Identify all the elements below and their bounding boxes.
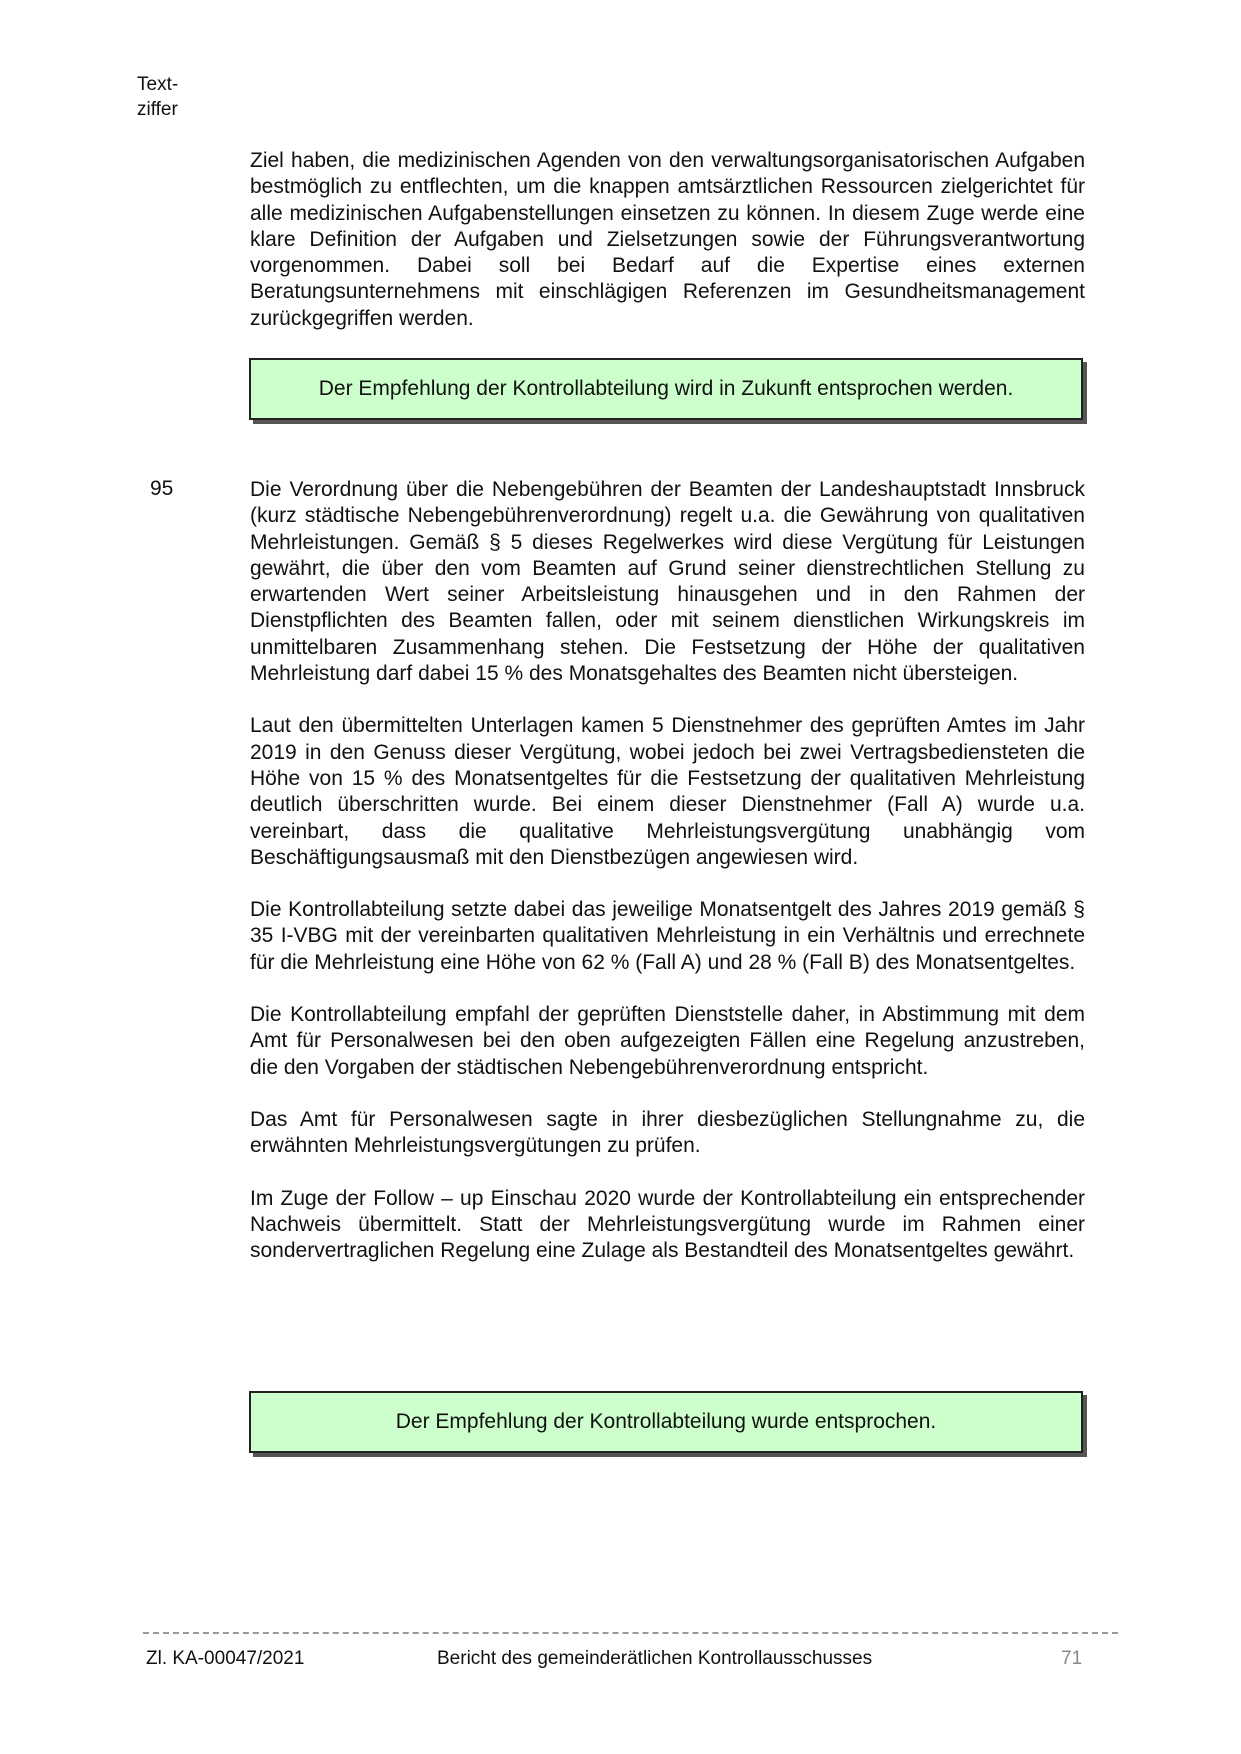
section-95-paragraph-4: Die Kontrollabteilung empfahl der geprüften Dienststelle daher, in Abstimmung mit dem Amt für Personalwesen bei den oben aufgezeigten Fällen eine Regelung anzustreben, die den Vorgaben der städtischen Nebengebührenverordnung entspricht. [250, 1003, 1085, 1079]
recommendation-text-95: Der Empfehlung der Kontrollabteilung wurde entsprochen. [395, 1410, 937, 1433]
footer-divider [143, 1632, 1118, 1634]
recommendation-box-intro [249, 358, 1083, 420]
recommendation-text-intro: Der Empfehlung der Kontrollabteilung wird in Zukunft entsprochen werden. [318, 377, 1014, 400]
intro-paragraph: Ziel haben, die medizinischen Agenden von den verwaltungsorganisatorischen Aufgaben bestmöglich zu entflechten, um die knappen amtsärztlichen Ressourcen zielgerichtet für alle medizinischen Aufgabenstellungen einsetzen zu können. In diesem Zuge werde eine klare Definition der Aufgaben und Zielsetzungen sowie der Führungsverantwortung vorgenommen. Dabei soll bei Bedarf auf die Expertise eines externen Beratungsunternehmens mit einschlägigen Referenzen im Gesundheitsmanagement zurückgegriffen werden. [250, 149, 1085, 330]
textziffer-label-line2: ziffer [137, 99, 178, 120]
textziffer-label-line1: Text- [137, 74, 179, 95]
footer-title: Bericht des gemeinderätlichen Kontrollausschusses [437, 1648, 873, 1669]
section-95-paragraph-6: Im Zuge der Follow – up Einschau 2020 wurde der Kontrollabteilung ein entsprechender Nachweis übermittelt. Statt der Mehrleistungsvergütung wurde im Rahmen einer sondervertraglichen Regelung eine Zulage als Bestandteil des Monatsentgeltes gewährt. [250, 1186, 1085, 1263]
recommendation-box-95 [249, 1391, 1083, 1453]
textziffer-label [137, 72, 178, 122]
footer-reference: Zl. KA-00047/2021 [146, 1648, 305, 1669]
section-95-paragraph-5: Das Amt für Personalwesen sagte in ihrer diesbezüglichen Stellungnahme zu, die erwähnten Mehrleistungsvergütungen zu prüfen. [250, 1107, 1085, 1158]
textziffer-number: 95 [150, 477, 174, 500]
section-95 [250, 477, 1085, 1264]
section-95-paragraph-2: Laut den übermittelten Unterlagen kamen 5 Dienstnehmer des geprüften Amtes im Jahr 2019 in den Genuss dieser Vergütung, wobei jedoch bei zwei Vertragsbediensteten die Höhe von 15 % des Monatsentgeltes für die Festsetzung der qualitativen Mehrleistung deutlich überschritten wurde. Bei einem dieser Dienstnehmer (Fall A) wurde u.a. vereinbart, dass die qualitative Mehrleistungsvergütung unabhängig vom Beschäftigungsausmaß mit den Dienstbezügen angewiesen wird. [250, 714, 1085, 869]
section-95-paragraph-3: Die Kontrollabteilung setzte dabei das jeweilige Monatsentgelt des Jahres 2019 gemäß § 35 I-VBG mit der vereinbarten qualitativen Mehrleistung in ein Verhältnis und errechnete für die Mehrleistung eine Höhe von 62 % (Fall A) und 28 % (Fall B) des Monatsentgeltes. [250, 898, 1085, 974]
section-95-paragraph-1: Die Verordnung über die Nebengebühren der Beamten der Landeshauptstadt Innsbruck (kurz städtische Nebengebührenverordnung) regelt u.a. die Gewährung von qualitativen Mehrleistungen. Gemäß § 5 dieses Regelwerkes wird diese Vergütung für Leistungen gewährt, die über den vom Beamten auf Grund seiner dienstrechtlichen Stellung zu erwartenden Wert seiner Arbeitsleistung hinausgehen und in den Rahmen der Dienstpflichten des Beamten fallen, oder mit seinem dienstlichen Wirkungskreis im unmittelbaren Zusammenhang stehen. Die Festsetzung der Höhe der qualitativen Mehrleistung darf dabei 15 % des Monatsgehaltes des Beamten nicht übersteigen. [250, 478, 1085, 686]
page-number: 71 [1061, 1648, 1083, 1669]
intro-section [250, 148, 1085, 332]
